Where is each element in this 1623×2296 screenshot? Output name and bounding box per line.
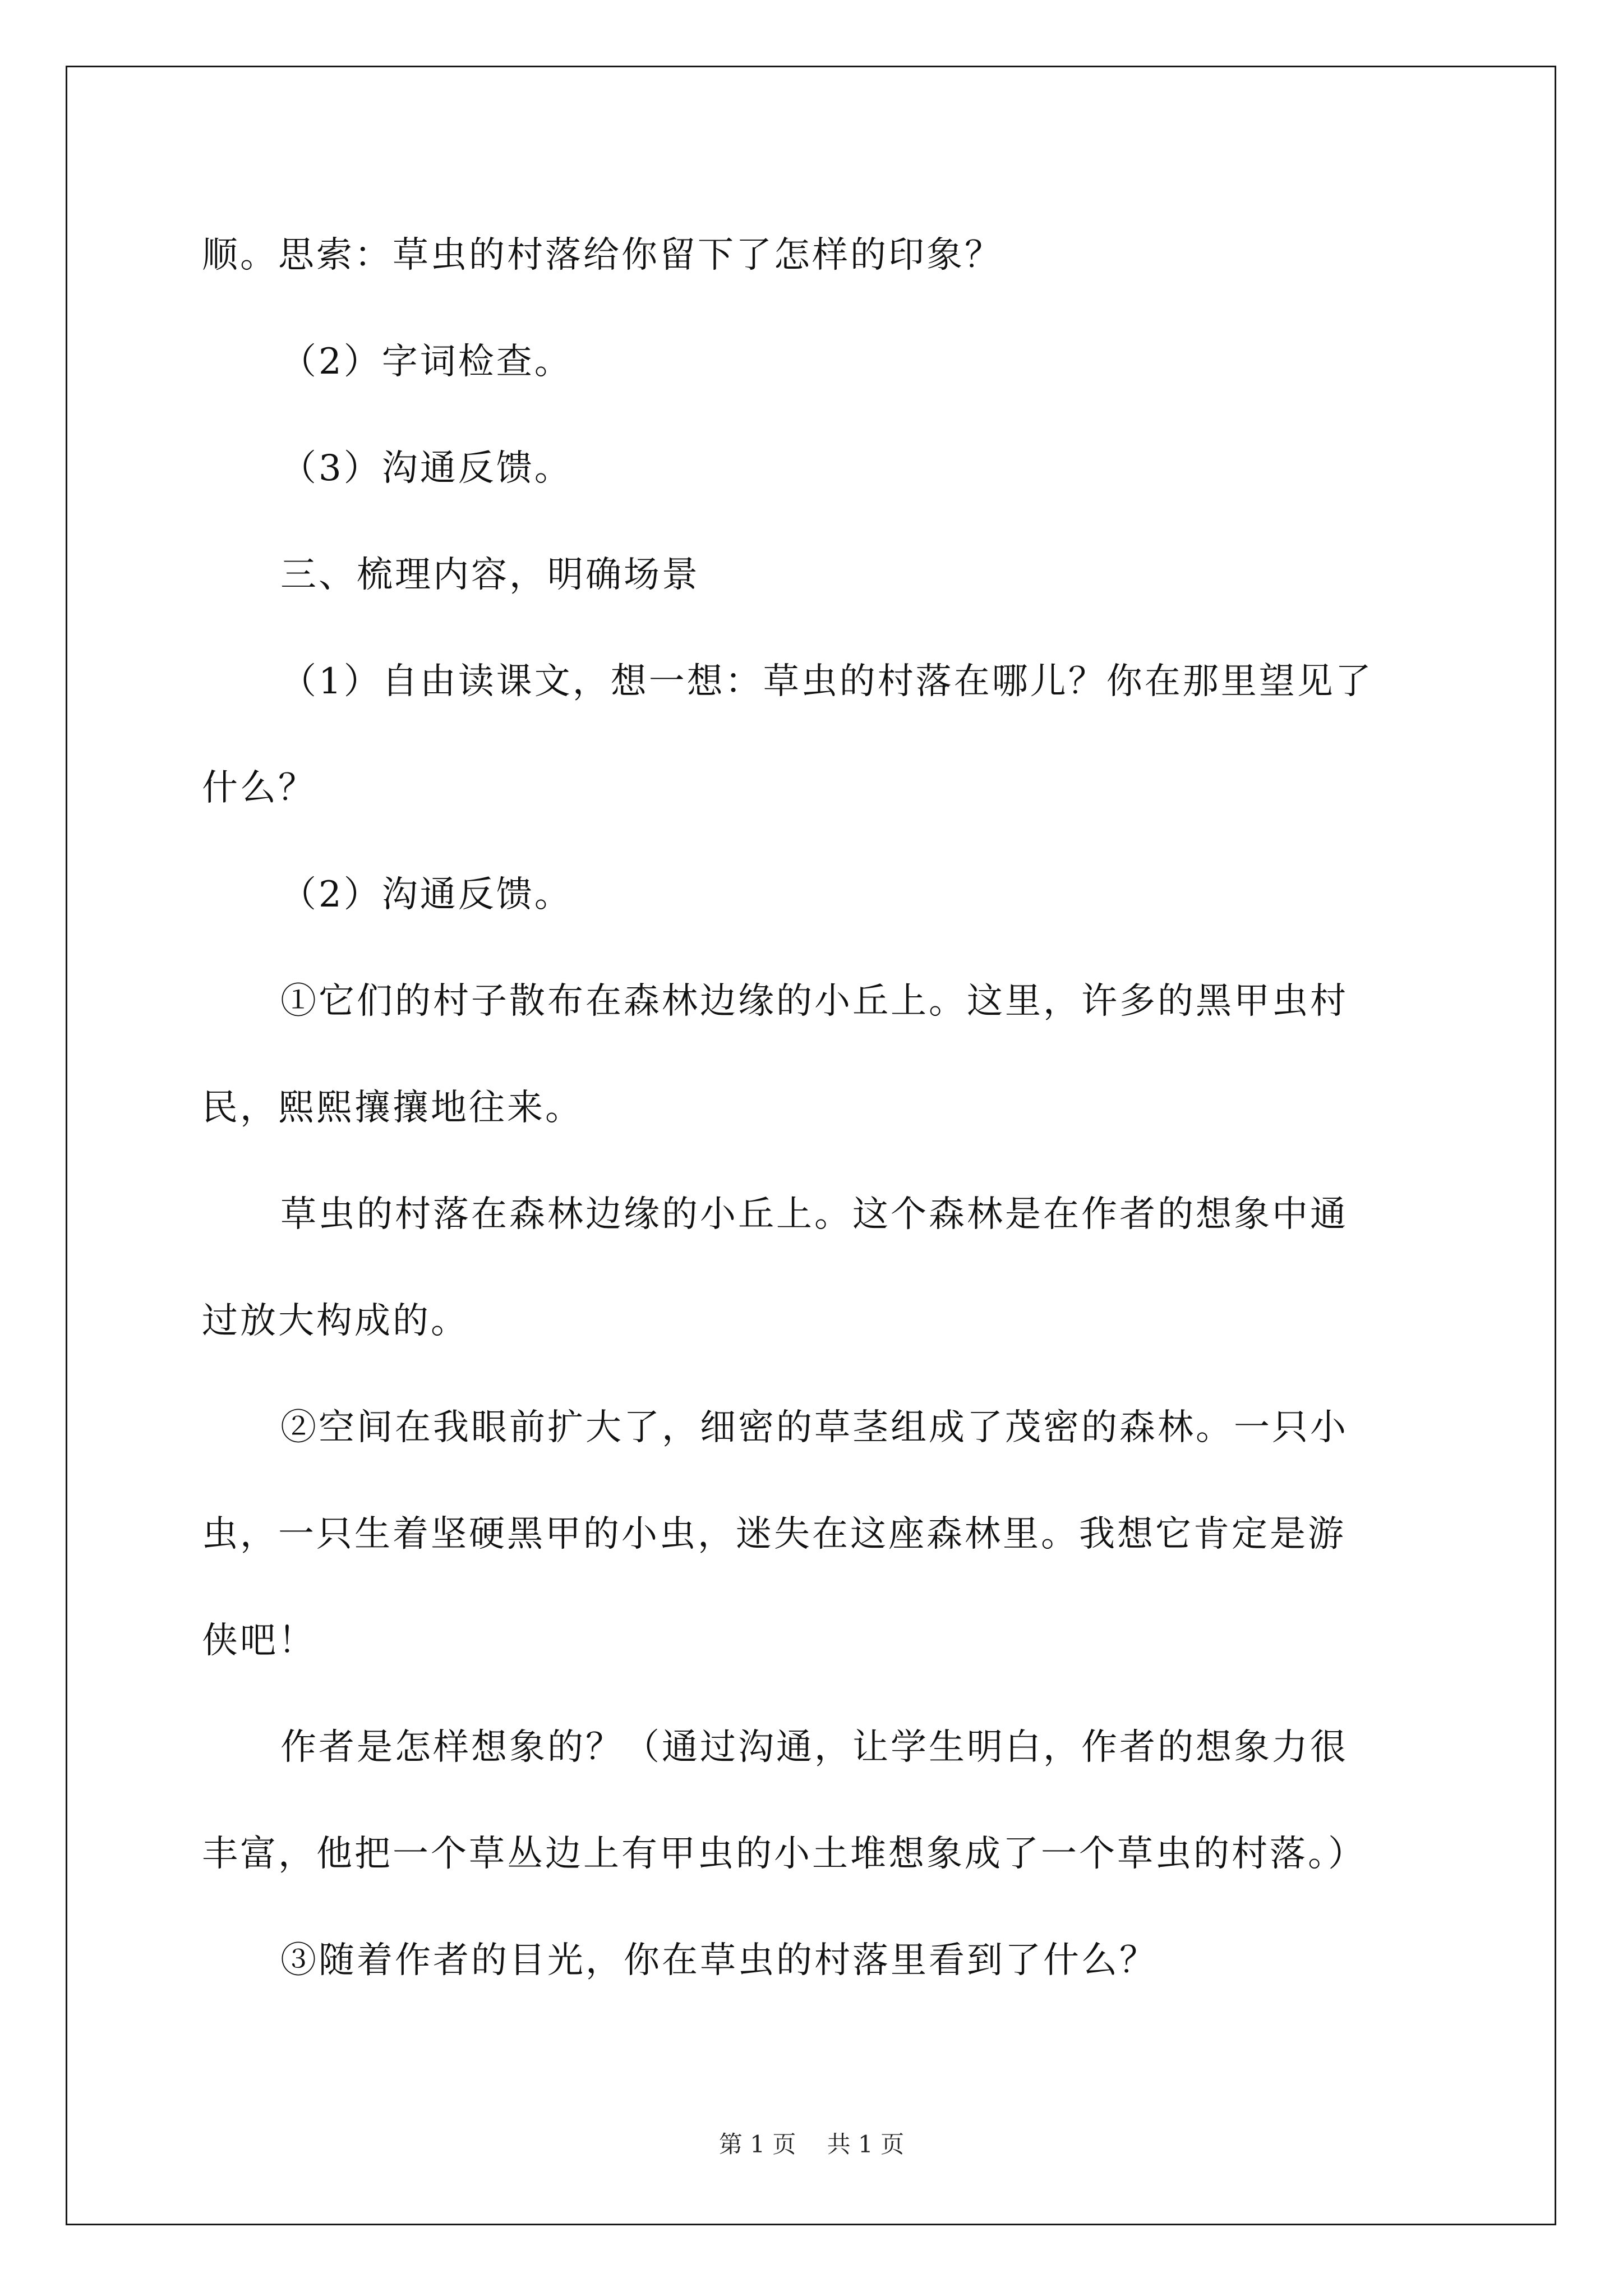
- text-line-9: 民，熙熙攘攘地往来。: [202, 1087, 583, 1129]
- text-line-1: 顺。思索：草虫的村落给你留下了怎样的印象？: [202, 234, 1003, 276]
- text-line-15: 作者是怎样想象的？（通过沟通，让学生明白，作者的想象力很: [280, 1727, 1348, 1768]
- text-line-7: （2）沟通反馈。: [280, 874, 573, 915]
- text-line-3: （3）沟通反馈。: [280, 448, 573, 489]
- text-line-10: 草虫的村落在森林边缘的小丘上。这个森林是在作者的想象中通: [280, 1194, 1348, 1235]
- text-line-8: ①它们的村子散布在森林边缘的小丘上。这里，许多的黑甲虫村: [280, 981, 1348, 1022]
- page-footer: 第 1 页 共 1 页: [718, 2131, 905, 2158]
- text-line-17: ③随着作者的目光，你在草虫的村落里看到了什么？: [280, 1940, 1158, 1981]
- document-body: [202, 202, 1430, 2014]
- text-line-14: 侠吧！: [202, 1620, 316, 1662]
- text-line-5: （1）自由读课文，想一想：草虫的村落在哪儿？你在那里望见了: [280, 661, 1373, 702]
- text-line-13: 虫，一只生着坚硬黑甲的小虫，迷失在这座森林里。我想它肯定是游: [202, 1513, 1346, 1555]
- text-line-16: 丰富，他把一个草丛边上有甲虫的小土堆想象成了一个草虫的村落。）: [202, 1833, 1366, 1875]
- text-line-12: ②空间在我眼前扩大了，细密的草茎组成了茂密的森林。一只小: [280, 1407, 1348, 1448]
- text-line-11: 过放大构成的。: [202, 1300, 469, 1342]
- section-heading: 三、梳理内容，明确场景: [280, 554, 700, 596]
- text-line-2: （2）字词检查。: [280, 341, 573, 383]
- text-line-6: 什么？: [202, 767, 316, 809]
